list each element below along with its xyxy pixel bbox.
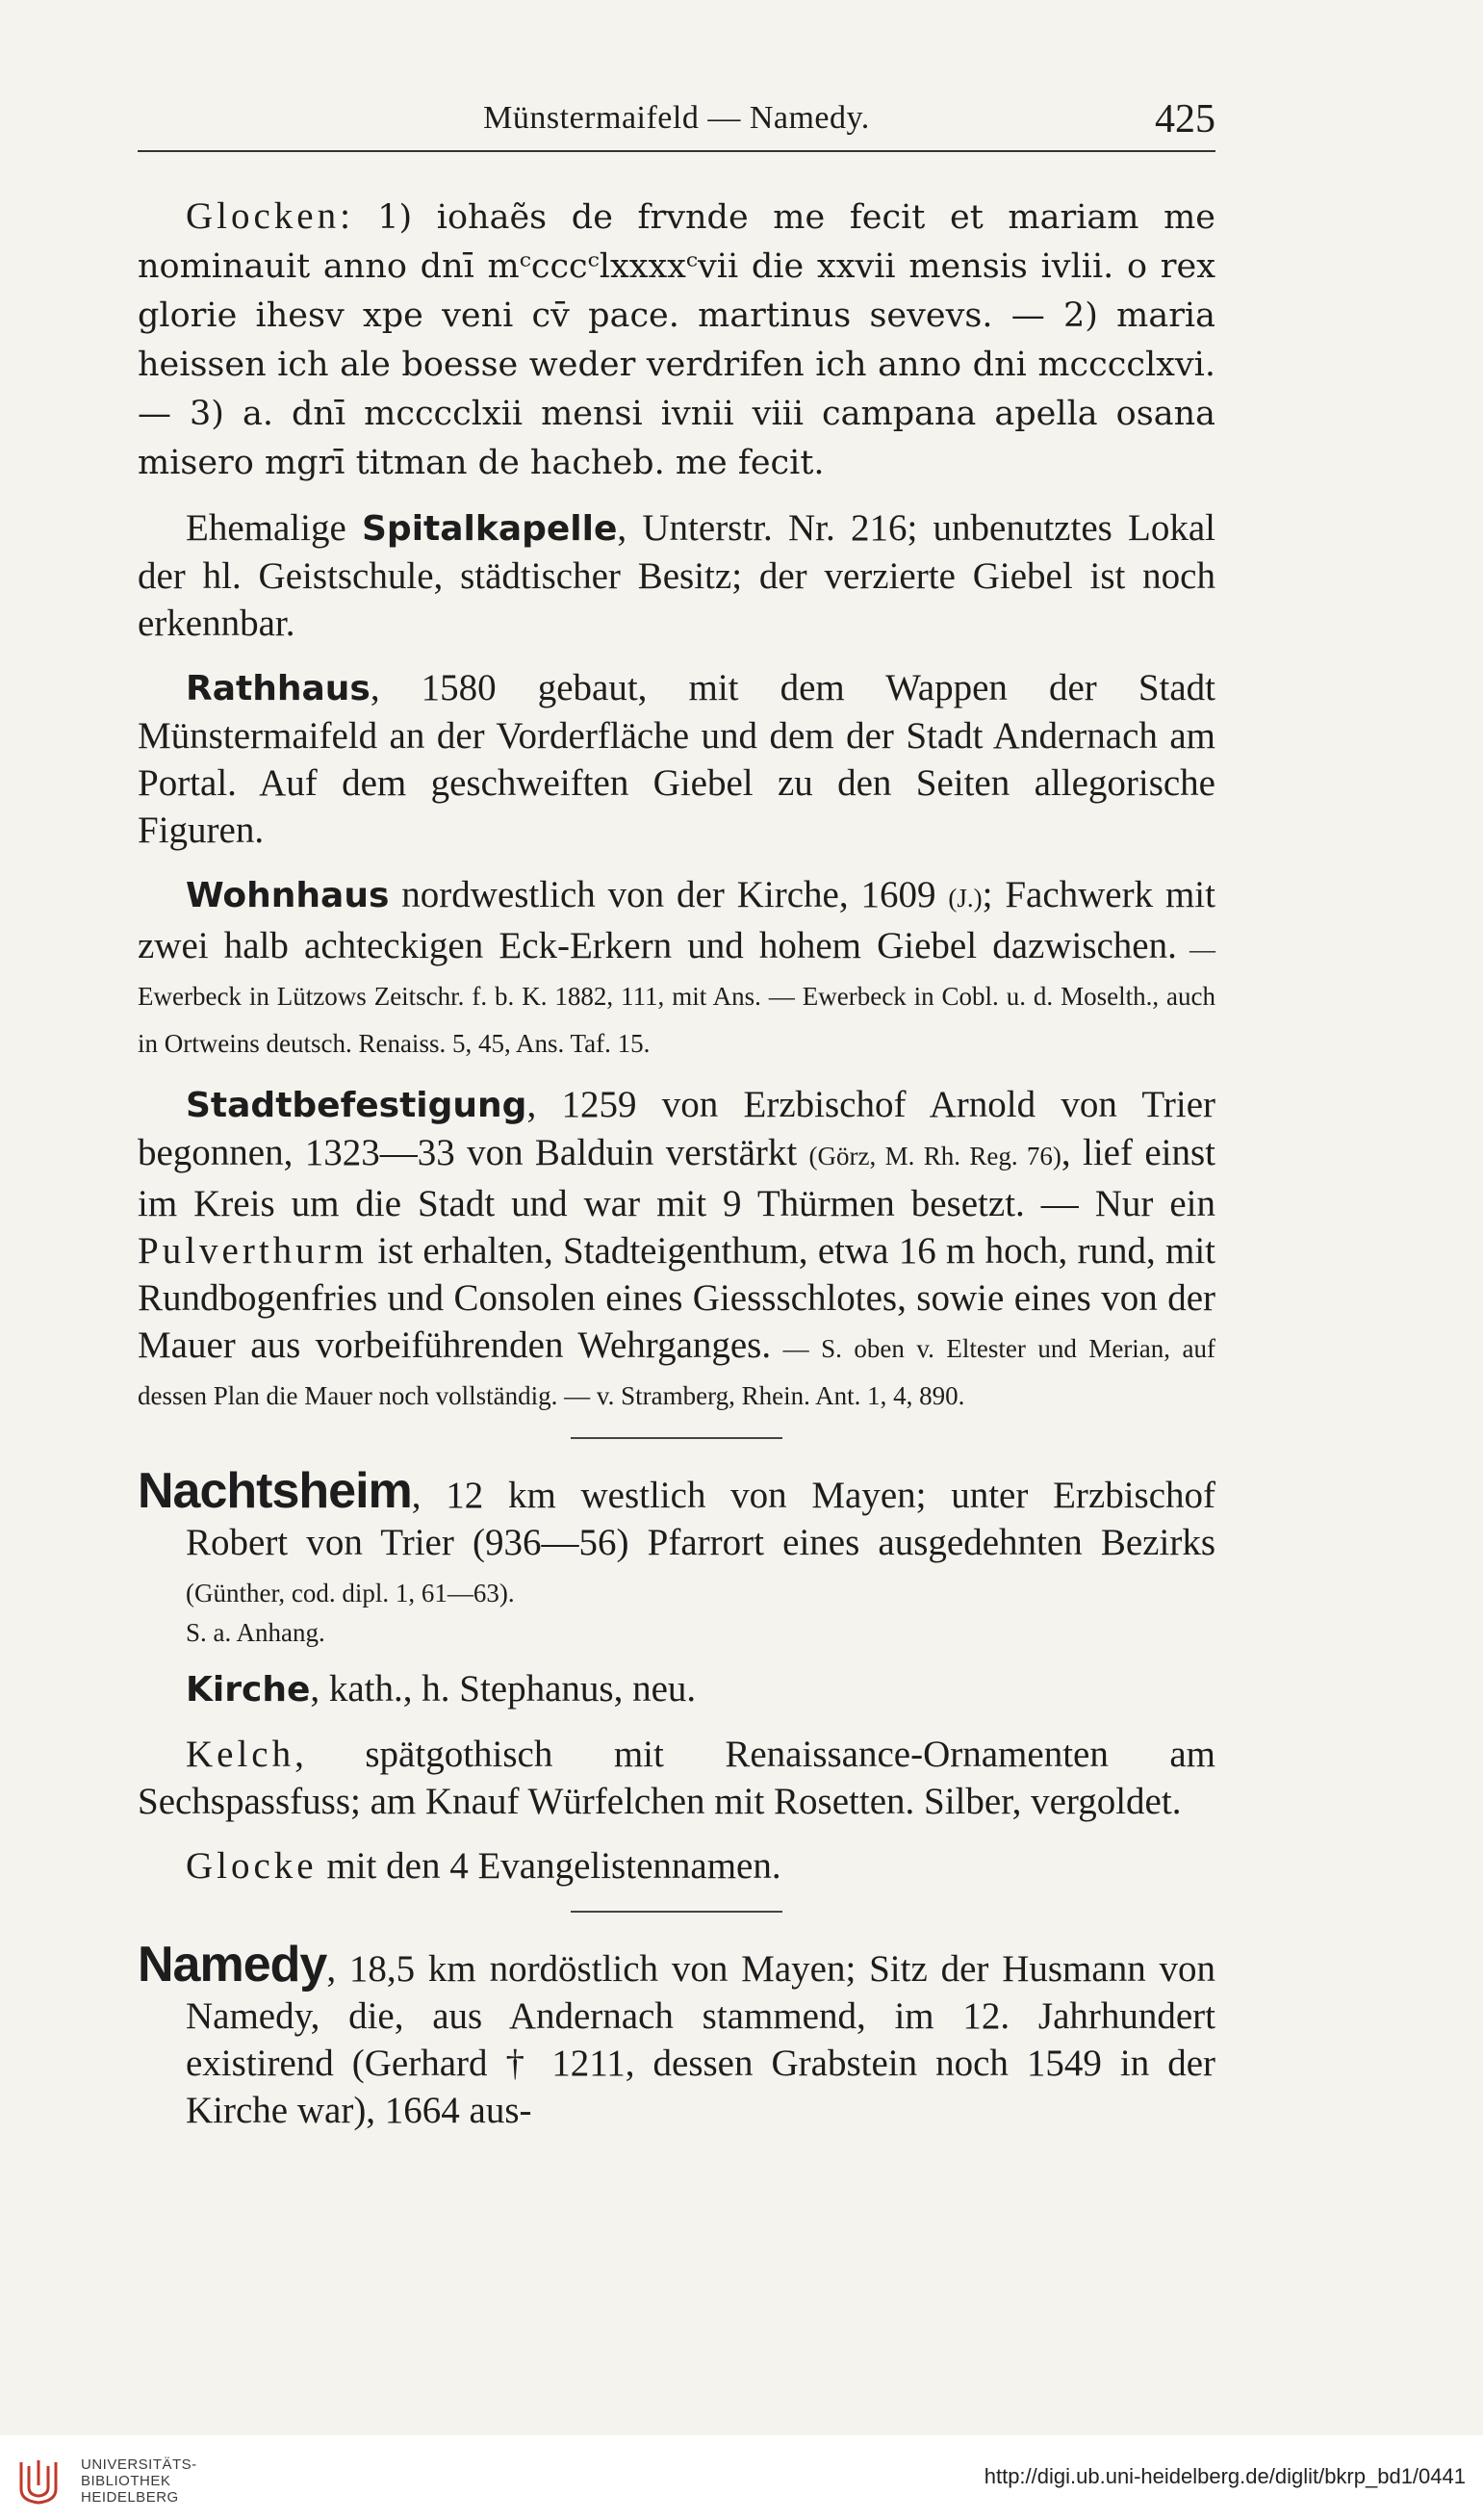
wohnhaus-paragraph (138, 871, 1215, 1064)
wohnhaus-source: (J.) (948, 884, 983, 913)
source-url-link[interactable]: http://digi.ub.uni-heidelberg.de/diglit/bkrp_bd1/0441 (984, 2464, 1466, 2488)
library-line-2: BIBLIOTHEK (81, 2473, 171, 2489)
stadtbefestigung-text3: ist erhalten, Stadteigenthum, etwa 16 m hoch, rund, mit Rundbogenfries und Consolen eines Giessschlotes, sowie eines von der Mauer aus vorbeiführenden Wehrganges. (138, 1230, 1215, 1366)
spitalkapelle-text: , Unterstr. Nr. 216; unbenutztes Lokal der hl. Geistschule, städtischer Besitz; der verzierte Giebel ist noch erkennbar. (138, 507, 1216, 644)
library-line-1: UNIVERSITÄTS- (81, 2456, 197, 2473)
spitalkapelle-heading: Spitalkapelle (362, 509, 618, 549)
nachtsheim-anhang: S. a. Anhang. (186, 1618, 325, 1647)
wohnhaus-text2: ; Fachwerk mit zwei halb achteckigen Eck-Erkern und hohem Giebel dazwischen. (138, 874, 1215, 966)
nachtsheim-reference: (Günther, cod. dipl. 1, 61—63). (186, 1579, 515, 1607)
glocken-inscription: 1) iohaẽs de frvnde me fecit et mariam me nominauit anno dnī mᶜcccᶜlxxxxᶜvii die xxvii mensis ivlii. o rex glorie ihesv xpe veni cv̄ pace. martinus sevevs. — 2) maria heissen ich ale boesse weder verdrifen ich anno dni mcccclxvi. — 3) a. dnī mcccclxii mensi ivnii viii campana apella osana misero mgrī titman de hacheb. me fecit. (138, 198, 1215, 482)
kirche-paragraph (138, 1665, 1215, 1713)
stadtbefestigung-inline-reference: (Görz, M. Rh. Reg. 76) (808, 1142, 1061, 1170)
wohnhaus-heading: Wohnhaus (186, 876, 390, 915)
ub-heidelberg-logo-icon (13, 2456, 64, 2507)
glocke-paragraph (138, 1842, 1215, 1890)
kelch-paragraph (138, 1731, 1215, 1825)
stadtbefestigung-text2: , lief einst im Kreis um die Stadt und war mit 9 Thürmen besetzt. — Nur ein (138, 1132, 1215, 1224)
nachtsheim-entry (138, 1463, 1215, 1617)
pulverthurm-term: Pulverthurm (138, 1230, 368, 1272)
nachtsheim-text: , 12 km westlich von Mayen; unter Erzbischof Robert von Trier (936—56) Pfarrort eines ausgedehnten Bezirks (186, 1475, 1215, 1563)
page-number: 425 (1155, 97, 1215, 141)
rathhaus-paragraph (138, 664, 1215, 854)
rathhaus-heading: Rathhaus (186, 669, 371, 708)
body-text (138, 193, 1215, 2134)
running-head (138, 96, 1215, 152)
library-line-3: HEIDELBERG (81, 2489, 179, 2506)
stadtbefestigung-paragraph (138, 1081, 1215, 1416)
glocke-text: mit den 4 Evangelistennamen. (317, 1845, 781, 1887)
footer (0, 2435, 1483, 2520)
stadtbefestigung-text: , 1259 von Erzbischof Arnold von Trier begonnen, 1323—33 von Balduin verstärkt (138, 1084, 1215, 1173)
nachtsheim-heading: Nachtsheim (138, 1463, 412, 1519)
wohnhaus-text: nordwestlich von der Kirche, 1609 (389, 874, 949, 915)
stadtbefestigung-reference: — S. oben v. Eltester und Merian, auf dessen Plan die Mauer noch vollständig. — v. Stramberg, Rhein. Ant. 1, 4, 890. (138, 1334, 1216, 1410)
glocke-label: Glocke (186, 1845, 318, 1887)
stadtbefestigung-heading: Stadtbefestigung (186, 1086, 527, 1125)
section-divider (571, 1437, 782, 1439)
namedy-heading: Namedy (138, 1937, 327, 1993)
glocken-paragraph (138, 193, 1215, 487)
namedy-text: , 18,5 km nordöstlich von Mayen; Sitz der Husmann von Namedy, die, aus Andernach stammend, im 12. Jahrhundert existirend (Gerhard † 1211, dessen Grabstein noch 1549 in der Kirche war), 1664 aus- (186, 1948, 1215, 2131)
glocken-label: Glocken: (186, 195, 354, 237)
rathhaus-text: , 1580 gebaut, mit dem Wappen der Stadt Münstermaifeld an der Vorderfläche und dem der Stadt Andernach am Portal. Auf dem geschweiften Giebel zu den Seiten allegorische Figuren. (138, 667, 1215, 851)
kirche-heading: Kirche (186, 1670, 311, 1710)
running-title: Münstermaifeld — Namedy. (483, 100, 870, 136)
wohnhaus-reference: — Ewerbeck in Lützows Zeitschr. f. b. K. 1882, 111, mit Ans. — Ewerbeck in Cobl. u. d. Moselth., auch in Ortweins deutsch. Renaiss. 5, 45, Ans. Taf. 15. (138, 935, 1216, 1058)
spitalkapelle-pre: Ehemalige (186, 507, 346, 549)
kelch-label: Kelch (186, 1734, 295, 1775)
kelch-text: , spätgothisch mit Renaissance-Ornamenten am Sechspassfuss; am Knauf Würfelchen mit Rosetten. Silber, vergoldet. (138, 1734, 1215, 1822)
kirche-text: , kath., h. Stephanus, neu. (310, 1668, 697, 1710)
spitalkapelle-paragraph (138, 504, 1215, 647)
library-name (81, 2456, 197, 2506)
section-divider-2 (571, 1911, 782, 1913)
namedy-entry (138, 1937, 1215, 2134)
